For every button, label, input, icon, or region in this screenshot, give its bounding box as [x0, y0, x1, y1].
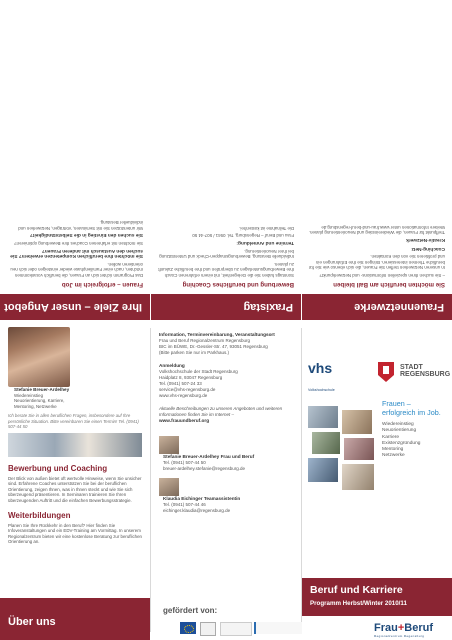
collage-photo — [312, 432, 340, 454]
contact-2-name: Klaudia Eichinger Teamassistentin — [163, 495, 241, 501]
eu-flag-icon — [180, 622, 196, 634]
stadt-line-2: REGENSBURG — [400, 371, 451, 378]
vhs-logo-text: vhs — [308, 360, 333, 376]
profile-role-2: Neuorientierung, Karriere, — [14, 398, 65, 404]
collage-photo — [342, 410, 372, 434]
coaching-photo — [8, 433, 142, 457]
bavaria-crest-icon — [200, 622, 216, 636]
weiterbildung-title: Weiterbildungen — [8, 510, 71, 520]
contact-1-tel: Tel. (0941) 507-44 50 — [163, 459, 206, 465]
praxistag-body — [157, 4, 294, 288]
program-title: Beruf und Karriere — [310, 584, 403, 596]
contact-2-tel: Tel. (0941) 507-44 46 — [163, 501, 206, 507]
contact-1 — [159, 436, 293, 472]
praxistag-header: Praxistag — [151, 294, 301, 320]
contact-1-photo — [159, 436, 179, 454]
brand-plus: + — [397, 622, 405, 634]
cover-topics — [382, 422, 420, 460]
netzwerke-p3: Coaching-Netz — [411, 245, 445, 251]
collage-photo — [308, 406, 338, 428]
praxistag-column — [151, 0, 301, 320]
ministry-logo — [254, 622, 302, 634]
ziele-p5: Wir unterstützen Sie mit Seminaren, Vorträgen, Netzwerken und individueller Beratung. — [18, 220, 143, 231]
profile-portrait — [8, 327, 70, 387]
partner-logos — [308, 360, 451, 392]
profile-role-3: Mentoring, Netzwerke — [14, 403, 57, 409]
praxistag-heading: Bewerbung und berufliches Coaching — [182, 281, 294, 288]
anmeldung-line-2: Haidplatz 8, 93047 Regensburg — [159, 375, 223, 381]
ziele-body — [6, 4, 143, 288]
profile-role-1: Wiedereinstieg — [14, 392, 44, 398]
praxistag-p3: Termine und Anmeldung: — [236, 240, 294, 246]
topic-item: Netzwerke — [382, 453, 405, 459]
info-line-2: BIC im BÜWE, Dr.-Gessler-Str. 47, 93051 Regensburg — [159, 343, 268, 349]
contact-column — [151, 320, 301, 640]
vhs-logo — [308, 360, 335, 396]
flyer-outer-side — [0, 320, 452, 640]
photo-collage — [308, 406, 376, 492]
netzwerke-heading: Sie möchten beruflich am Ball bleiben — [333, 281, 445, 288]
program-band — [302, 578, 452, 616]
contact-2-photo — [159, 478, 179, 496]
praxistag-p2: Individuelle Beratung, Bewerbungsmappen-Check und Unterstützung bei Ihrer Neuorientierung. — [159, 248, 294, 260]
ziele-p2: Sie möchten Ihre beruflichen Kompetenzen erweitern? Sie suchen den Austausch mit anderen Frauen? — [10, 247, 143, 259]
profile-name: Stefanie Breuer-Ardelhey — [14, 387, 70, 392]
anmeldung-title: Anmeldung — [159, 363, 185, 369]
collage-photo — [308, 458, 338, 482]
cover-column — [302, 320, 452, 640]
collage-photo — [344, 438, 374, 460]
anmeldung-line-1: Volkshochschule der Stadt Regensburg — [159, 369, 238, 375]
info-line-3: (Bitte parken Sie nur im Parkhaus.) — [159, 349, 230, 355]
netzwerke-column — [302, 0, 452, 320]
vhs-logo-sub: Volkshochschule — [308, 388, 335, 392]
netzwerke-p4: Kreativ-Netzwerk — [406, 237, 445, 243]
aktuell-text: Aktuelle Beschreibungen zu unseren Angeboten und weiteren Informationen finden Sie im Internet – — [159, 406, 283, 418]
cover-title: Frauen – erfolgreich im Job. — [382, 399, 441, 417]
profile-text — [14, 387, 76, 409]
brand-subline: Regionalzentrum Regensburg — [374, 634, 425, 638]
anmeldung-web[interactable]: www.vhs-regensburg.de — [159, 392, 208, 398]
ziele-p4: Sie suchen den Einstieg in die Selbstständigkeit? — [29, 232, 143, 238]
stadt-line-1: STADT — [400, 364, 423, 371]
weiterbildung-text: Planen Sie Ihre Rückkehr in den Beruf? Hier finden Sie Infoveranstaltungen und ein EDV-Training am Vormittag. In unserem Regionalzentrum bieten wir eine kostenlose Beratung zur beruflichen Orientierung an. — [8, 522, 142, 545]
praxistag-p4: Frau und Beruf – Regensburg, Tel. 0941 / 507-44 50 — [192, 233, 294, 239]
info-title: Information, Terminvereinbarung, Veranstaltungsort — [159, 332, 275, 337]
ziele-p1: Das Programm richtet sich an Frauen, die beruflich vorankommen möchten, nach einer Familienphase wieder einsteigen oder sich neu orientieren wollen. — [10, 261, 143, 278]
praxistag-p1: Sonntags haben Sie die Gelegenheit, mit einem erfahrenen Coach Ihre Bewerbungsunterlagen zu überprüfen und Ihre berufliche Zukunft zu planen. — [158, 261, 294, 278]
contact-1-mail[interactable]: breuer-ardelhey.stefanie@regensburg.de — [163, 465, 246, 471]
aktuell-url[interactable]: www.frauundberuf.org — [159, 417, 210, 423]
ueber-uns-band: Über uns — [0, 598, 150, 640]
netzwerke-body — [308, 4, 445, 288]
contact-1-name: Stefanie Breuer-Ardelhey Frau und Beruf — [163, 453, 255, 459]
topic-item: Wiedereinstieg — [382, 422, 414, 427]
info-line-1: Frau und Beruf Regionalzentrum Regensburg — [159, 338, 251, 343]
netzwerke-header: Frauennetzwerke — [302, 294, 452, 320]
funding-logos — [180, 622, 300, 636]
ziele-column — [0, 0, 150, 320]
frau-und-beruf-logo — [374, 622, 433, 634]
topic-item: Mentoring — [382, 447, 404, 453]
profile-block — [8, 327, 142, 409]
brand-frau: Frau — [374, 622, 398, 634]
bewerbung-text: Der Blick von außen bietet oft wertvolle Hinweise, wenn Sie unsicher sind. Erfahrene Coaches unterstützen Sie bei der beruflichen Orientierung, zeigen Ihnen, was in Ihnen steckt und wie Sie sich überzeugend präsentieren. In Seminaren trainieren Sie Ihren überzeugenden Auftritt und die einfachen Bewerbungsstrategie. — [8, 475, 142, 503]
praxistag-p5: Die Teilnahme ist kostenfrei. — [239, 225, 294, 231]
contact-2-mail[interactable]: eichinger.klaudia@regensburg.de — [163, 507, 231, 513]
topic-item: Neuorientierung — [382, 428, 417, 434]
profile-quote: Ich berate Sie in allen beruflichen Fragen, insbesondere auf Ihre persönliche Situation. Bitte vereinbaren Sie einen Termin! Tel. (0941) 507-44 50 — [8, 413, 139, 430]
stadt-regensburg-logo — [400, 364, 450, 378]
collage-photo — [342, 464, 374, 490]
netzwerke-p1: – Sie suchen Ihren speziellen Informations- und Netzwerkpunkt? — [319, 273, 445, 278]
anmeldung-email[interactable]: service@vhs-regensburg.de — [159, 386, 216, 392]
netzwerke-p5: Treffpunkt für Frauen, die Wiedereinstieg und Neuorientierung planen. Weitere Informationen unter www.frau-und-beruf-regensburg.de — [308, 224, 445, 236]
esf-logo — [220, 622, 252, 636]
ziele-p3: Sie möchten mit erfahrenen Coaches Ihre Bewerbung optimieren? — [14, 241, 143, 247]
ueber-uns-column — [0, 320, 150, 640]
topic-item: Karriere — [382, 434, 400, 440]
anmeldung-line-3: Tel. (0941) 507-24 33 — [159, 380, 202, 386]
program-subtitle: Programm Herbst/Winter 2010/11 — [310, 600, 407, 607]
funding-label: gefördert von: — [163, 606, 218, 615]
ziele-header: Ihre Ziele – unser Angebot — [0, 294, 150, 320]
brand-beruf: Beruf — [404, 622, 434, 634]
bewerbung-title: Bewerbung und Coaching — [8, 463, 108, 473]
contact-2 — [159, 478, 293, 514]
topic-item: Existenzgründung — [382, 440, 421, 446]
ziele-heading: Frauen – erfolgreich im Job — [61, 281, 143, 288]
netzwerke-p2: In unseren Netzwerken treffen Sie Frauen, die sich ebenso wie Sie für berufliche Themen interessieren. Bringen Sie Ihre Erfahrungen ein und profitieren Sie von den Kontakten. — [308, 254, 445, 271]
regensburg-crest-icon — [378, 362, 394, 382]
